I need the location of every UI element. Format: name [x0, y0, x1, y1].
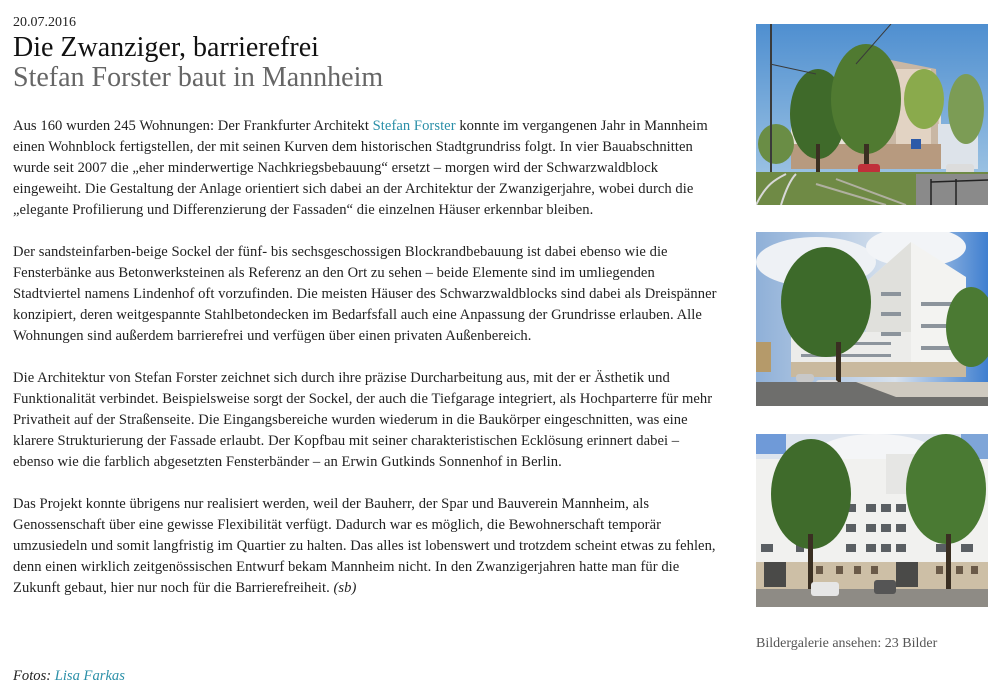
- photo-facade-with-trees-icon: [756, 434, 988, 607]
- photographer-link[interactable]: Lisa Farkas: [54, 668, 125, 684]
- paragraph-1-rest: konnte im vergangenen Jahr in Mannheim einen Wohnblock fertigstellen, der mit seinen Kurven dem historischen Stadtgrundriss folgt. In vier Bauabschnitten wurde seit 2007 die „eher minderwertige Nachkriegsbebauung“ ersetzt – morgen wird der Schwarzwaldblock eingeweiht. Die Gestaltung der Anlage orientiert sich dabei an der Architektur der Zwanzigerjahre, wobei durch die „elegante Profilierung und Differenzierung der Fassaden“ die einzelnen Häuser erkennbar bleiben.: [13, 118, 708, 218]
- paragraph-1: [13, 116, 723, 221]
- paragraph-4: [13, 494, 723, 599]
- author-tag: (sb): [333, 580, 357, 596]
- gallery-photo-1[interactable]: [756, 24, 988, 205]
- photo-sidebar: [756, 24, 988, 607]
- view-gallery-link[interactable]: Bildergalerie ansehen: 23 Bilder: [756, 636, 938, 651]
- photo-credit: [13, 666, 125, 687]
- gallery-photo-2[interactable]: [756, 232, 988, 406]
- photo-credit-label: Fotos:: [13, 668, 55, 684]
- article-body: [13, 116, 723, 599]
- paragraph-1-intro: Aus 160 wurden 245 Wohnungen: Der Frankfurter Architekt: [13, 118, 373, 134]
- article-date: 20.07.2016: [13, 15, 76, 30]
- paragraph-4-text: Das Projekt konnte übrigens nur realisiert werden, weil der Bauherr, der Spar und Bauverein Mannheim, als Genossenschaft über eine gewisse Flexibilität verfügt. Dadurch war es möglich, die Bewohnerschaft temporär umzusiedeln und somit langfristig im Quartier zu halten. Das alles ist lobenswert und trotzdem scheint etwas zu fehlen, denn einen wirklich zeitgenössischen Entwurf bekam Mannheim nicht. In den Zwanzigerjahren hatte man für die Zukunft gebaut, hier nur noch für die Barrierefreiheit.: [13, 496, 716, 596]
- architect-link[interactable]: Stefan Forster: [372, 118, 456, 134]
- article-subtitle: Stefan Forster baut in Mannheim: [13, 62, 384, 93]
- paragraph-2: Der sandsteinfarben-beige Sockel der fünf- bis sechsgeschossigen Blockrandbebauung ist dabei ebenso wie die Fensterbänke aus Betonwerksteinen als Referenz an den Ort zu sehen – beide Elemente sind im umliegenden Stadtviertel namens Lindenhof oft vorzufinden. Die meisten Häuser des Schwarzwaldblocks sind dabei als Dreispänner konzipiert, deren weitgespannte Stahlbetondecken im Bedarfsfall auch eine Anpassung der Grundrisse erlauben. Alle Wohnungen sind außerdem barrierefrei und verfügen über einen privaten Außenbereich.: [13, 244, 717, 344]
- gallery-photo-3[interactable]: [756, 434, 988, 607]
- photo-white-apartment-block-icon: [756, 232, 988, 406]
- article: [13, 14, 723, 620]
- article-title: Die Zwanziger, barrierefrei: [13, 32, 319, 63]
- paragraph-3: Die Architektur von Stefan Forster zeichnet sich durch ihre präzise Durcharbeitung aus, mit der er Ästhetik und Funktionalität verbindet. Beispielsweise sorgt der Sockel, der auch die Tiefgarage integriert, als Hochparterre für mehr Privatheit auf der Straßenseite. Die Eingangsbereiche wurden wiederum in die Baukörper eingeschnitten, was eine klarere Strukturierung der Fassade erlaubt. Der Kopfbau mit seiner charakteristischen Ecklösung erinnert dabei – ebenso wie die farblich abgesetzten Fensterbänder – an Erwin Gutkinds Sonnenhof in Berlin.: [13, 370, 713, 470]
- photo-street-corner-building-icon: [756, 24, 988, 205]
